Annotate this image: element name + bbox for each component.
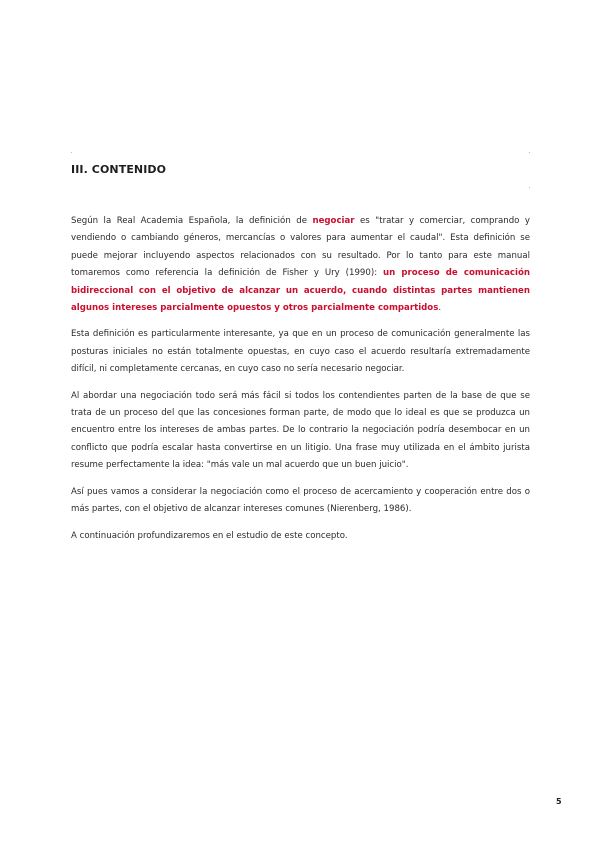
page-number: 5: [556, 797, 562, 806]
paragraph-text: Así pues vamos a considerar la negociación como el proceso de acercamiento y cooperación entre dos o más partes, con el objetivo de alcanzar intereses comunes (Nierenberg, 1986).: [71, 486, 530, 515]
paragraph: [71, 484, 530, 519]
paragraph: [71, 213, 530, 317]
paragraph: [71, 528, 530, 545]
margin-mark: [529, 187, 530, 188]
margin-mark: [71, 152, 72, 153]
paragraph-text: Esta definición es particularmente interesante, ya que en un proceso de comunicación generalmente las posturas iniciales no están totalmente opuestas, en cuyo caso el acuerdo resultaría extremadamente difícil, ni completamente cercanas, en cuyo caso no sería necesario negociar.: [71, 329, 530, 375]
margin-mark: [529, 152, 530, 153]
paragraph-text: .: [438, 303, 442, 314]
section-title: III. CONTENIDO: [71, 163, 167, 176]
paragraph-text: Según la Real Academia Española, la definición de: [71, 216, 313, 226]
highlighted-term: un proceso de comunicación bidireccional con el objetivo de alcanzar un acuerdo, cuando distintas partes mantienen algunos intereses parcialmente opuestos y otros parcialmente compartidos: [71, 268, 530, 314]
paragraph: [71, 326, 530, 378]
body-text: [71, 213, 530, 554]
paragraph-text: es "tratar y comerciar, comprando y vendiendo o cambiando géneros, mercancías o valores para aumentar el caudal". Esta definición se puede mejorar incluyendo aspectos relacionados con su resultado. Por lo tanto para este manual tomaremos como referencia la definición de Fisher y Ury (1990):: [71, 216, 531, 279]
paragraph-text: Al abordar una negociación todo será más fácil si todos los contendientes parten de la base de que se trata de un proceso del que las concesiones forman parte, de modo que lo ideal es que se produzca un encuentro entre los intereses de ambas partes. De lo contrario la negociación podría desembocar en un conflicto que podría escalar hasta convertirse en un litigio. Una frase muy utilizada en el ámbito jurista resume perfectamente la idea: "más vale un mal acuerdo que un buen juicio".: [71, 390, 530, 471]
paragraph: [71, 388, 530, 475]
paragraph-text: A continuación profundizaremos en el estudio de este concepto.: [71, 530, 348, 541]
highlighted-term: negociar: [312, 216, 355, 226]
